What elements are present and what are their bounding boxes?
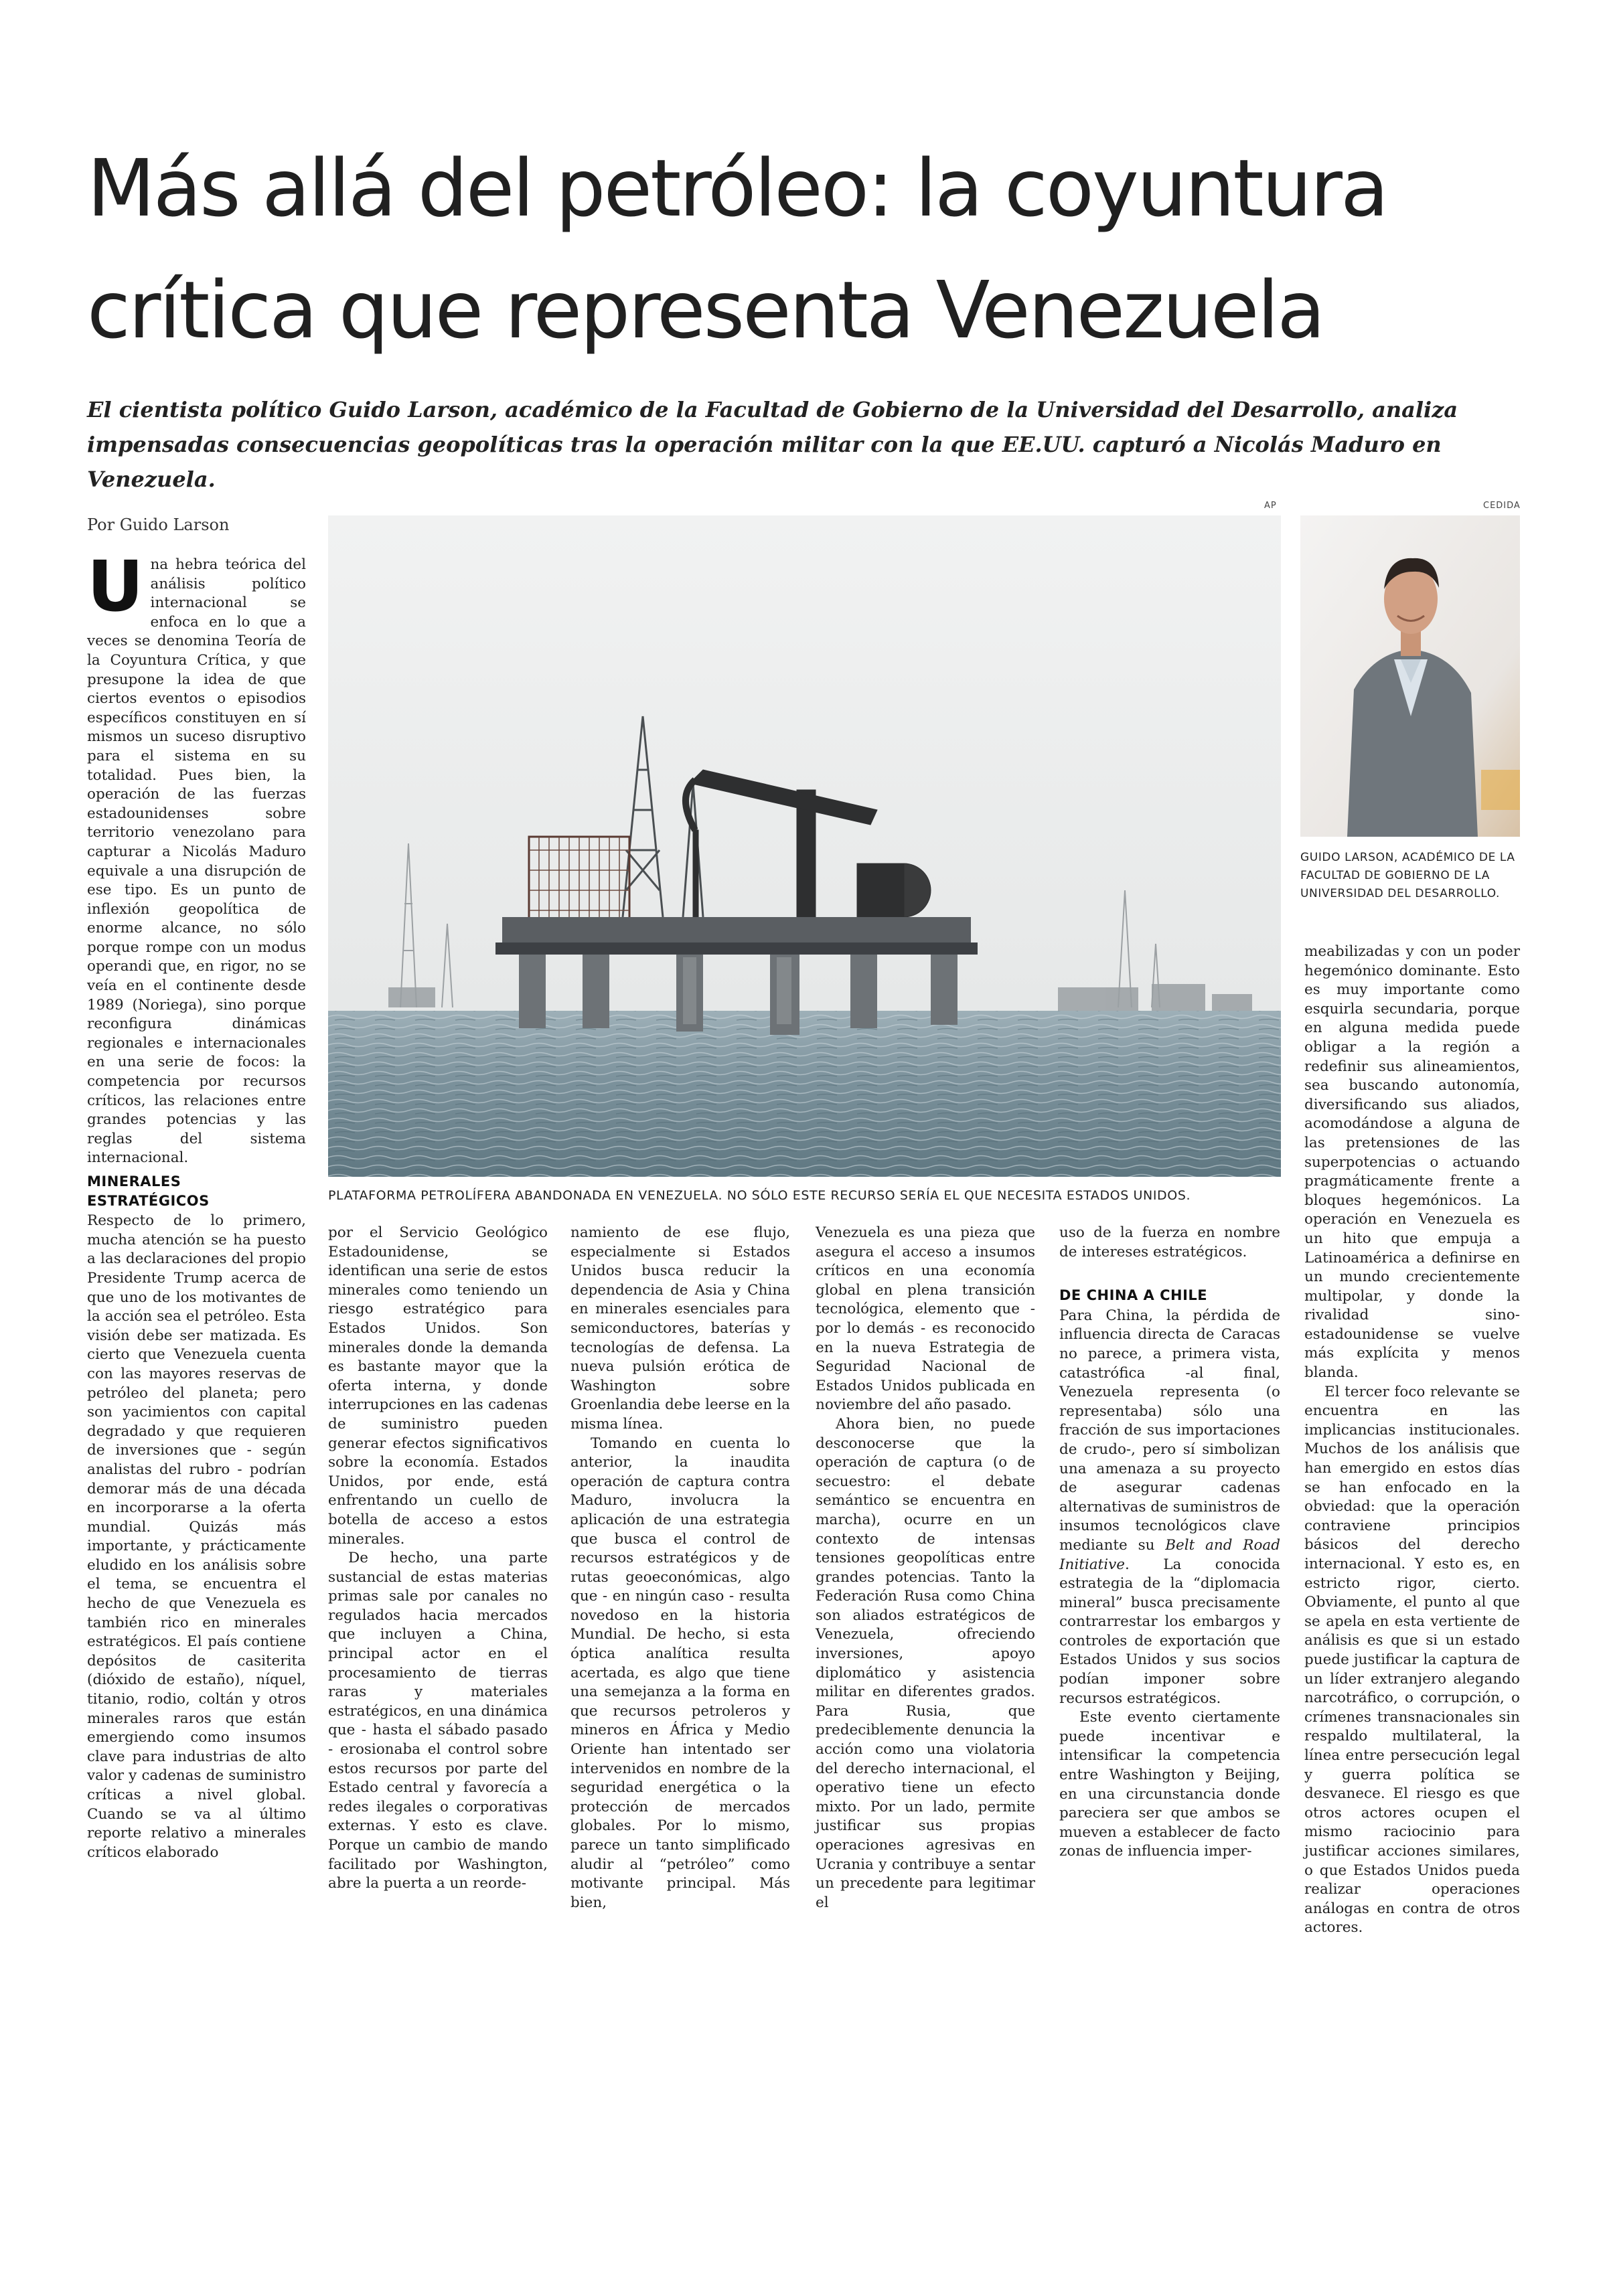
paragraph-13: El tercer foco relevante se encuentra en las implicancias institucionales. Muchos de los análisis que han emergido en estos días se han enfocado en la obviedad: que la operación contraviene principios básicos del derecho internacional. Y esto es, en estricto rigor, cierto. Obviamente, el punto al que se apela en esta vertiente de análisis es que si un estado puede justificar la captura de un líder extranjero alegando narcotráfico, o corrupción, o crímenes transnacionales sin respaldo multilateral, la línea entre persecución legal y guerra política se desvanece. El riesgo es que otros actores ocupen el mismo raciocinio para justificar acciones similares, o que Estados Unidos pueda realizar operaciones análogas en contra de otros actores. (1304, 1383, 1520, 1937)
paragraph-12: meabilizadas y con un poder hegemónico dominante. Esto es muy importante como esquirla secundaria, porque en alguna medida puede obligar a la región a redefinir sus alineamientos, sea buscando autonomía, diversificando sus aliados, acomodándose a alguna de las pretensiones de las superpotencias o actuando pragmáticamente frente a bloques hegemónicos. La operación en Venezuela es un hito que empuja a Latinoamérica a definirse en un mundo crecientemente multipolar, y donde la rivalidad sino-estadounidense se vuelve más explícita y menos blanda. (1304, 943, 1520, 1382)
paragraph-3: por el Servicio Geológico Estadounidense, se identifican una serie de estos minerales como teniendo un riesgo estratégico para Estados Unidos. Son minerales donde la demanda es bastante mayor que la oferta interna, y donde interrupciones en las cadenas de suministro pueden generar efectos significativos sobre la economía. Estados Unidos, por ende, está enfrentando un cuello de botella de acceso a estos minerales. (328, 1224, 548, 1548)
subheading-china-chile: DE CHINA A CHILE (1059, 1287, 1208, 1304)
column-5 (1059, 1224, 1280, 1862)
paragraph-9: uso de la fuerza en nombre de intereses estratégicos. (1059, 1224, 1280, 1260)
portrait-credit: CEDIDA (1483, 501, 1521, 511)
paragraph-8: Ahora bien, no puede desconocerse que la operación de captura (o de secuestro: el debate semántico se encuentra en marcha), ocurre en un contexto de intensas tensiones geopolíticas entre grandes potencias. Tanto la Federación Rusa como China son aliados estratégicos de Venezuela, ofreciendo inversiones, apoyo diplomático y asistencia militar en diferentes grados. Para Rusia, que predeciblemente denuncia la acción como una violatoria del derecho internacional, el operativo tiene un efecto mixto. Por un lado, permite justificar sus propias operaciones agresivas en Ucrania y contribuye a sentar un precedente para legitimar el (816, 1415, 1035, 1911)
main-photo-credit: AP (1264, 501, 1277, 511)
paragraph-6: Tomando en cuenta lo anterior, la inaudita operación de captura contra Maduro, involucra la aplicación de una estrategia que busca el control de recursos estratégicos y de rutas geoeconómicas, algo que - en ningún caso - resulta novedoso en la historia Mundial. De hecho, si esta óptica analítica resulta acertada, es algo que tiene una semejanza a la forma en que recursos petroleros y mineros en África y Medio Oriente han intentado ser intervenidos en nombre de la seguridad energética o la protección de mercados globales. Por lo mismo, parece un tanto simplificado aludir al “petróleo” como motivante principal. Más bien, (570, 1434, 790, 1911)
portrait-caption: GUIDO LARSON, ACADÉMICO DE LA FACULTAD DE GOBIERNO DE LA UNIVERSIDAD DEL DESARROLLO. (1300, 851, 1515, 900)
paragraph-7: Venezuela es una pieza que asegura el acceso a insumos críticos en una economía global en plena transición tecnológica, elemento que - por lo demás - es reconocido en la nueva Estrategia de Seguridad Nacional de Estados Unidos publicada en noviembre del año pasado. (816, 1224, 1035, 1414)
paragraph-4: De hecho, una parte sustancial de estas materias primas sale por canales no regulados hacia mercados que incluyen a China, principal actor en el procesamiento de tierras raras y materiales estratégicos, en una dinámica que - hasta el sábado pasado - erosionaba el control sobre estos recursos por parte del Estado central y favorecía a redes ilegales o corporativas externas. Y esto es clave. Porque un cambio de mando facilitado por Washington, abre la puerta a un reorde- (328, 1550, 548, 1892)
paragraph-2: Respecto de lo primero, mucha atención se ha puesto a las declaraciones del propio Presidente Trump acerca de que uno de los motivantes de la acción sea el petróleo. Esta visión debe ser matizada. Es cierto que Venezuela cuenta con las mayores reservas de petróleo del planeta; pero son yacimientos con capital degradado y que requieren de inversiones que - según analistas del rubro - podrían demorar más de una década en incorporarse a la oferta mundial. Quizás más importante, y prácticamente eludido en los análisis sobre el tema, se encuentra el hecho de que Venezuela es también rico en minerales estratégicos. El país contiene depósitos de casiterita (dióxido de estaño), níquel, titanio, rodio, coltán y otros minerales raros que están emergiendo como insumos clave para industrias de alto valor y cadenas de suministro críticas a nivel global. Cuando se va al último reporte relativo a minerales críticos elaborado (87, 1212, 306, 1861)
paragraph-10 (1059, 1307, 1280, 1708)
paragraph-10-text-b: . La conocida estrategia de la “diplomacia mineral” busca precisamente contrarrestar los embargos y controles de exportación que Estados Unidos y sus socios podían imponer sobre recursos estratégicos. (1059, 1556, 1280, 1707)
byline: Por Guido Larson (87, 515, 230, 534)
paragraph-1 (87, 546, 306, 1168)
portrait-photo-guido-larson (1300, 515, 1520, 837)
paragraph-1-text: na hebra teórica del análisis político internacional se enfoca en lo que a veces se denomina Teoría de la Coyuntura Crítica, y que presupone la idea de que ciertos eventos o episodios específicos constituyen en sí mismos un suceso disruptivo para el sistema en su totalidad. Pues bien, la operación de las fuerzas estadounidenses sobre territorio venezolano para capturar a Nicolás Maduro equivale a una disrupción de ese tipo. Es un punto de inflexión geopolítica de enorme alcance, no sólo porque rompe con un modus operandi que, en rigor, no se veía en el continente desde 1989 (Noriega), sino porque reconfigura dinámicas regionales e internacionales en una serie de focos: la competencia por recursos críticos, las relaciones entre grandes potencias y las reglas del sistema internacional. (87, 556, 306, 1167)
column-4 (816, 1224, 1035, 1912)
headline: Más allá del petróleo: la coyuntura crítica que representa Venezuela (87, 142, 1387, 356)
column-1 (87, 546, 306, 1862)
column-2 (328, 1224, 548, 1894)
column-6 (1304, 942, 1520, 1938)
belt-and-road-term: Belt and Road Initiative (1059, 1536, 1280, 1573)
dropcap-letter: U (87, 546, 144, 627)
main-photo-oil-platform (328, 515, 1281, 1177)
paragraph-5: namiento de ese flujo, especialmente si Estados Unidos busca reducir la dependencia de Asia y China en minerales esenciales para semiconductores, baterías y tecnologías de defensa. La nueva pulsión erótica de Washington sobre Groenlandia debe leerse en la misma línea. (570, 1224, 790, 1432)
column-3 (570, 1224, 790, 1912)
paragraph-10-text-a: Para China, la pérdida de influencia directa de Caracas no parece, a primera vista, catastrófica -al final, Venezuela representa (o representaba) sólo una fracción de sus importaciones de crudo-, pero sí simbolizan una amenaza a su proyecto de asegurar cadenas alternativas de suministros de insumos tecnológicos clave mediante su (1059, 1307, 1280, 1554)
dek-subtitle: El cientista político Guido Larson, académico de la Facultad de Gobierno de la Universidad del Desarrollo, analiza impensadas consecuencias geopolíticas tras la operación militar con la que EE.UU. capturó a Nicolás Maduro en Venezuela. (87, 397, 1458, 492)
subheading-minerales: MINERALES ESTRATÉGICOS (87, 1173, 210, 1209)
main-photo-caption: PLATAFORMA PETROLÍFERA ABANDONADA EN VENEZUELA. NO SÓLO ESTE RECURSO SERÍA EL QUE NECESITA ESTADOS UNIDOS. (328, 1188, 1191, 1203)
paragraph-11: Este evento ciertamente puede incentivar e intensificar la competencia entre Washington y Beijing, en una circunstancia donde pareciera ser que ambos se mueven a establecer de facto zonas de influencia imper- (1059, 1709, 1280, 1860)
